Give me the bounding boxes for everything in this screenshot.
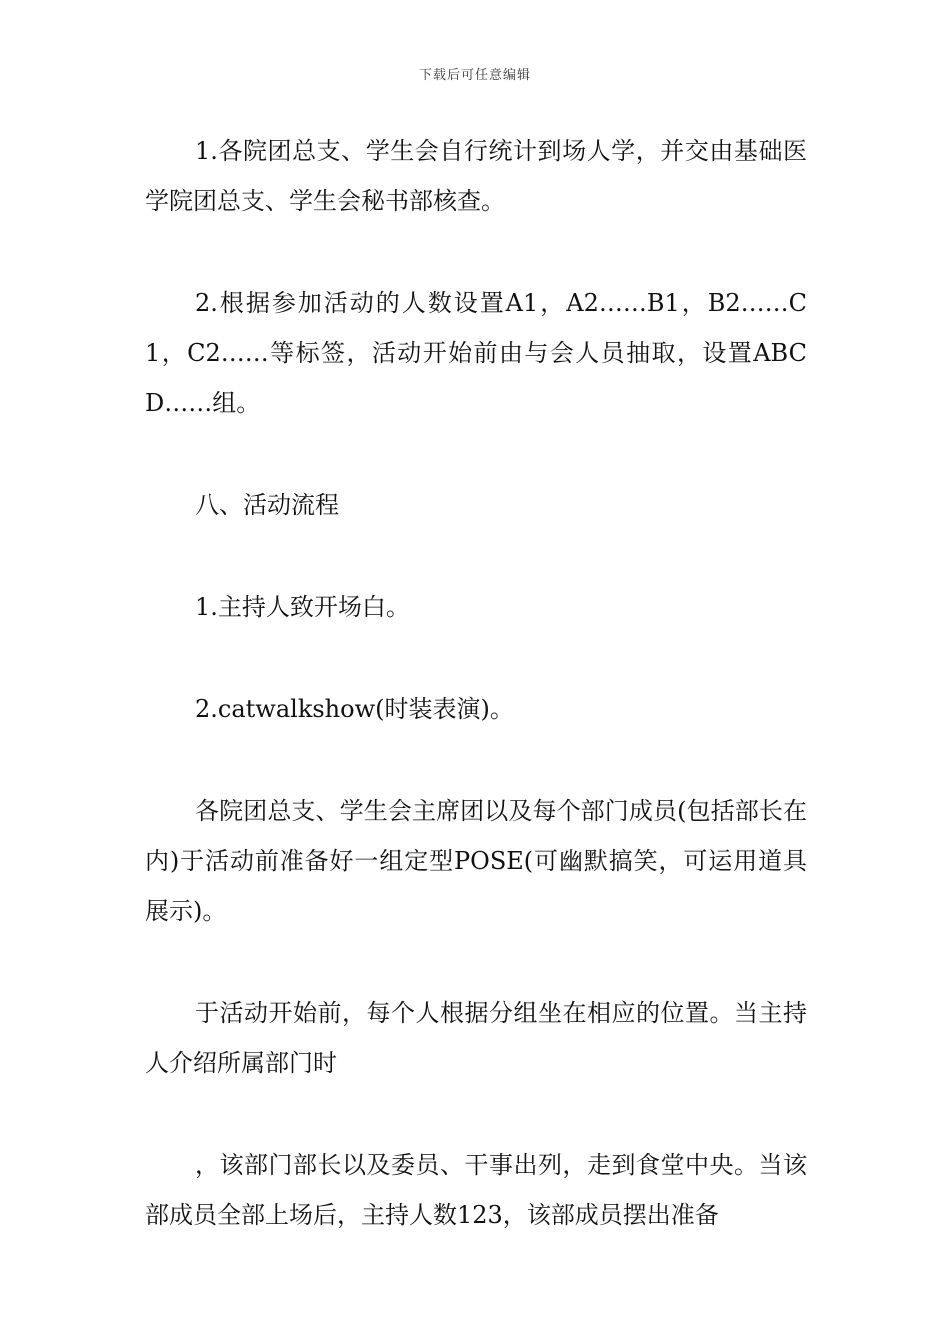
document-body	[145, 126, 807, 1292]
paragraph-2: 2.根据参加活动的人数设置A1，A2……B1，B2……C1，C2……等标签，活动开始前由与会人员抽取，设置ABCD……组。	[145, 289, 807, 417]
paragraph-3: 1.主持人致开场白。	[195, 593, 410, 621]
section-heading: 八、活动流程	[195, 491, 339, 519]
paragraph-5: 各院团总支、学生会主席团以及每个部门成员(包括部长在内)于活动前准备好一组定型POSE(可幽默搞笑，可运用道具展示)。	[145, 797, 807, 925]
page-header: 下载后可任意编辑	[418, 68, 531, 83]
paragraph-6: 于活动开始前，每个人根据分组坐在相应的位置。当主持人介绍所属部门时	[145, 999, 807, 1077]
paragraph-7: ，该部门部长以及委员、干事出列，走到食堂中央。当该部成员全部上场后，主持人数123，该部成员摆出准备	[145, 1151, 807, 1229]
paragraph-4: 2.catwalkshow(时装表演)。	[195, 695, 514, 723]
paragraph-1: 1.各院团总支、学生会自行统计到场人学，并交由基础医学院团总支、学生会秘书部核查。	[145, 137, 807, 215]
